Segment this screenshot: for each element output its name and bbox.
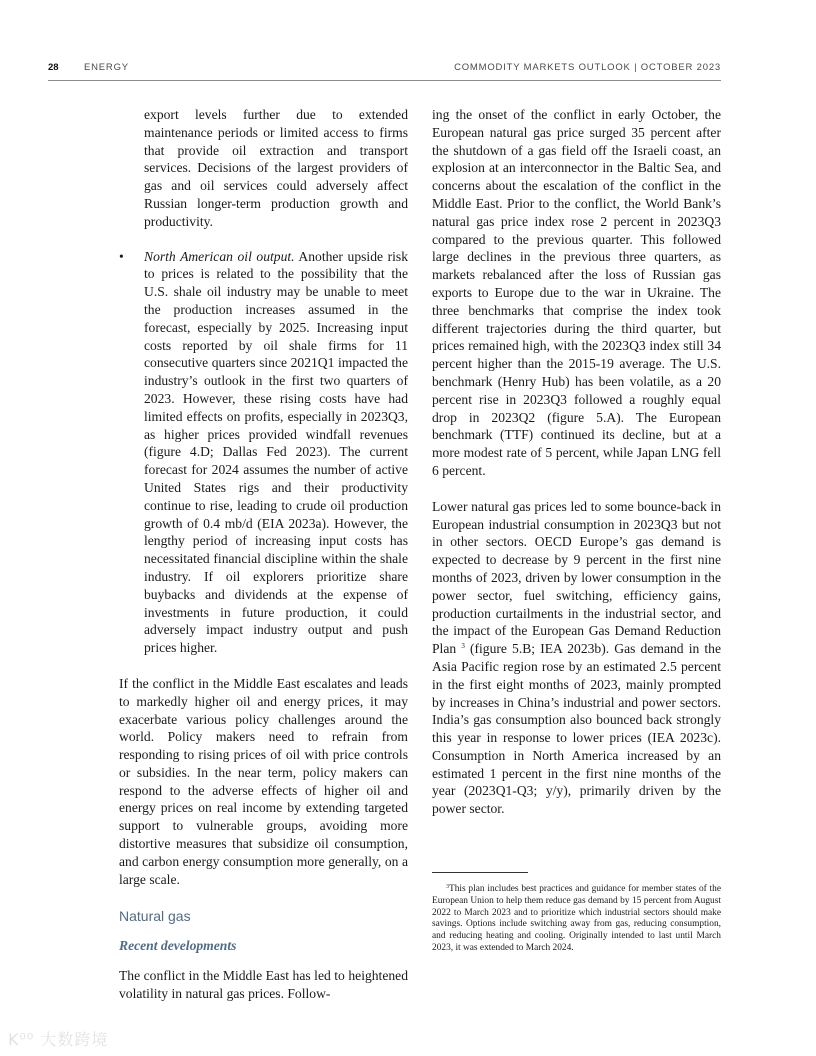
watermark-logo: K⁰⁰ 大数跨境 — [8, 1030, 109, 1049]
policy-paragraph: If the conflict in the Middle East escalates and leads to markedly higher oil and energy prices, it may exacerbate various policy challenges around the world. Policy makers need to refrain from responding to rising prices of oil with price controls or subsidies. In the near term, policy makers can respond to the adverse effects of higher oil and energy prices on real income by extending targeted support to vulnerable groups, avoiding more distortive measures that subsidize oil consumption, and carbon energy consumption more generally, on a large scale. — [119, 675, 408, 887]
bullet-body: Another upside risk to prices is related to the possibility that the U.S. shale oil industry may be unable to meet the production increases assumed in the forecast, especially by 2025. Increasing input costs reported by oil shale firms for 11 consecutive quarters since 2021Q1 impacted the industry’s outlook in the first two quarters of 2023. However, these rising costs have had limited effects on profits, especially in 2023Q3, as higher prices provided windfall revenues (figure 4.D; Dallas Fed 2023). The current forecast for 2024 assumes the number of active United States rigs and their productivity continue to rise, leading to crude oil production growth of 0.4 mb/d (EIA 2023a). However, the lengthy period of increasing input costs has necessitated financial discipline within the shale industry. If oil explorers prioritize share buybacks and dividends at the expense of investments in future production, it could adversely impact industry output and push prices higher. — [144, 248, 409, 656]
footnote-text: This plan includes best practices and guidance for member states of the European Union to help them reduce gas demand by 15 percent from August 2022 to March 2023 and to prioritize which industrial sectors should make savings. Options include switching away from gas, reducing consumption, and reducing heating and cooling. Originally intended to last until March 2023, it was extended to March 2024. — [432, 884, 721, 953]
left-column — [119, 106, 408, 1003]
bullet-lead: North American oil output. — [144, 248, 295, 264]
running-header — [48, 62, 721, 81]
footnote-reference[interactable]: 3 — [461, 642, 465, 651]
section-heading-natural-gas: Natural gas — [119, 908, 191, 925]
bullet-north-american-oil — [119, 248, 409, 657]
right-column — [432, 106, 721, 818]
gas-demand-text-part2: (figure 5.B; IEA 2023b). Gas demand in the Asia Pacific region rose by an estimated 2.5 percent in the first eight months of 2023, mainly prompted by increases in China’s industrial and power sectors. India’s gas consumption also bounced back strongly this year in response to lower prices (IEA 2023c). Consumption in North America increased by an estimated 1 percent in the first nine months of the year (2023Q1-Q3; y/y), primarily driven by the power sector. — [432, 641, 722, 817]
gas-demand-text-part1: Lower natural gas prices led to some bounce-back in European industrial consumption in 2023Q3 but not in other sectors. OECD Europe’s gas demand is expected to decrease by 9 percent in the first nine months of 2023, driven by lower consumption in the power sector, fuel switching, efficiency gains, production curtailments in the industrial sector, and the impact of the European Gas Demand Reduction Plan — [432, 498, 721, 657]
footnote-divider — [432, 872, 528, 873]
subheading-recent-developments: Recent developments — [119, 938, 237, 954]
gas-demand-paragraph — [432, 498, 721, 818]
page-number: 28 — [48, 62, 59, 73]
natural-gas-price-paragraph: ing the onset of the conflict in early October, the European natural gas price surged 35 percent after the shutdown of a gas field off the Israeli coast, an explosion at an interconnector in the Baltic Sea, and concerns about the escalation of the conflict in the Middle East. Prior to the conflict, the World Bank’s natural gas price index rose 2 percent in 2023Q3 compared to the previous quarter. This followed large declines in the previous three quarters, as markets rebalanced after the loss of Russian gas exports to Europe due to the war in Ukraine. The three benchmarks that comprise the index took different trajectories during the third quarter, but prices remained high, with the 2023Q3 index still 34 percent higher than the 2015-19 average. The U.S. benchmark (Henry Hub) has been volatile, as a 20 percent rise in 2023Q3 followed a roughly equal drop in 2023Q2 (figure 5.A). The European benchmark (TTF) continued its decline, but at a more modest rate of 5 percent, while Japan LNG fell 6 percent. — [432, 107, 721, 478]
section-label: ENERGY — [84, 62, 129, 73]
natural-gas-intro-paragraph: The conflict in the Middle East has led to heightened volatility in natural gas prices. Follow- — [119, 968, 408, 1002]
publication-title: COMMODITY MARKETS OUTLOOK | OCTOBER 2023 — [454, 62, 721, 73]
bullet-icon: • — [119, 248, 124, 264]
footnote-3 — [432, 884, 721, 955]
footnote-number: 3 — [446, 884, 449, 890]
bullet-paragraph — [144, 248, 408, 657]
continued-bullet-text: export levels further due to extended maintenance periods or limited access to firms that provide oil extraction and transport services. Decisions of the largest providers of gas and oil services could adversely affect Russian longer-term production growth and productivity. — [144, 107, 408, 229]
